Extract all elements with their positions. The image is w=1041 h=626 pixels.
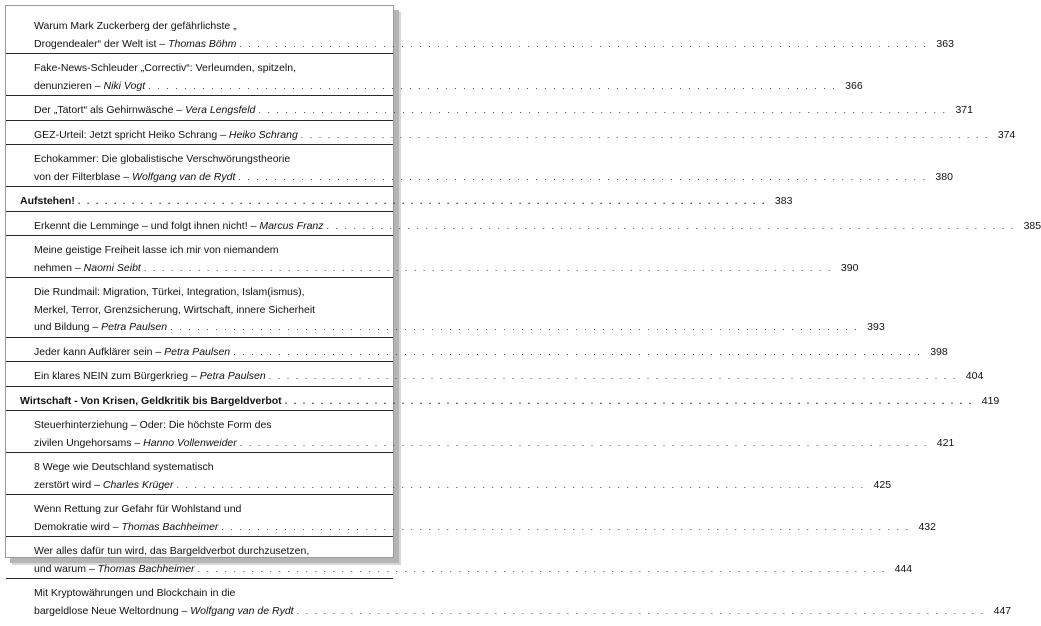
page-number: 393 xyxy=(867,321,885,333)
table-of-contents xyxy=(6,18,1041,626)
author-name: Vera Lengsfeld xyxy=(185,104,256,116)
author-separator: – xyxy=(178,604,191,617)
toc-section-heading xyxy=(6,393,1000,412)
toc-entry-title-line: Drogendealer“ der Welt ist xyxy=(34,37,157,50)
toc-entry-title-line: Mit Kryptowährungen und Blockchain in die xyxy=(34,587,236,599)
toc-entry xyxy=(6,459,892,495)
author-separator: – xyxy=(109,520,122,533)
toc-entry-title-line: zivilen Ungehorsams xyxy=(34,436,132,449)
toc-entry xyxy=(6,417,955,453)
dot-leader xyxy=(238,169,927,187)
author-name: Hanno Vollenweider xyxy=(143,436,237,449)
author-name: Wolfgang van de Rydt xyxy=(190,604,294,617)
section-title: Wirtschaft - Von Krisen, Geldkritik bis Bargeldverbot xyxy=(20,394,282,407)
toc-entry xyxy=(6,543,913,579)
toc-entry xyxy=(6,284,885,338)
dot-leader xyxy=(221,519,910,537)
dot-leader xyxy=(240,435,929,453)
page-number: 366 xyxy=(845,79,863,92)
toc-entry-title-line: Wer alles dafür tun wird, das Bargeldverbot durchzusetzen, xyxy=(34,545,310,557)
toc-entry-title-line: GEZ-Urteil: Jetzt spricht Heiko Schrang xyxy=(34,128,218,141)
page-number: 385 xyxy=(1023,219,1041,232)
page-number: 371 xyxy=(955,104,973,116)
toc-entry xyxy=(6,368,984,387)
toc-entry-title-line: Merkel, Terror, Grenzsicherung, Wirtschaft, innere Sicherheit xyxy=(34,303,316,316)
dot-leader xyxy=(327,218,1016,236)
dot-leader xyxy=(144,260,833,278)
page-number: 374 xyxy=(997,128,1016,141)
toc-entry-title-line: Echokammer: Die globalistische Verschwörungstheorie xyxy=(34,153,291,165)
toc-entry-title-line: denunzieren xyxy=(34,79,92,92)
page-number: 432 xyxy=(918,520,936,533)
toc-entry xyxy=(6,127,1016,146)
toc-entry-title-line: Meine geistige Freiheit lasse ich mir von niemandem xyxy=(34,244,279,256)
toc-entry-title-line: nehmen xyxy=(34,261,72,274)
toc-entry-title-line: Ein klares NEIN zum Bürgerkrieg xyxy=(34,370,189,382)
toc-section-heading xyxy=(6,193,793,212)
toc-entry xyxy=(6,218,1041,237)
author-separator: – xyxy=(91,79,104,92)
dot-leader xyxy=(297,603,986,621)
author-separator: – xyxy=(85,562,98,575)
page-number: 447 xyxy=(993,604,1012,617)
author-separator: – xyxy=(131,436,144,449)
toc-entry xyxy=(6,60,863,96)
toc-entry-title-line: Jeder kann Aufklärer sein xyxy=(34,345,153,358)
author-separator: – xyxy=(89,321,102,333)
author-separator: – xyxy=(173,104,186,116)
toc-entry-title-line: Warum Mark Zuckerberg der gefährlichste „ xyxy=(34,20,237,32)
author-name: Thomas Bachheimer xyxy=(97,562,195,575)
dot-leader xyxy=(78,193,767,211)
toc-entry-title-line: von der Filterblase xyxy=(34,170,121,183)
toc-entry-title-line: zerstört wird xyxy=(34,478,92,491)
toc-entry-title-line: und warum xyxy=(34,562,86,575)
dot-leader xyxy=(285,393,974,411)
page-number: 419 xyxy=(981,394,1000,407)
toc-entry-title-line: Der „Tatort“ als Gehirnwäsche xyxy=(34,104,174,116)
author-name: Heiko Schrang xyxy=(228,128,298,141)
author-name: Thomas Böhm xyxy=(168,37,237,50)
dot-leader xyxy=(170,319,859,337)
dot-leader xyxy=(148,78,837,96)
toc-entry-title-line: Wenn Rettung zur Gefahr für Wohlstand und xyxy=(34,503,242,515)
author-name: Charles Krüger xyxy=(102,478,174,491)
page-number: 444 xyxy=(894,562,913,575)
toc-entry-title-line: Demokratie wird xyxy=(34,520,110,533)
author-separator: – xyxy=(71,261,84,274)
toc-entry xyxy=(6,18,954,54)
toc-entry-title-line: bargeldlose Neue Weltordnung xyxy=(34,604,179,617)
page-number: 425 xyxy=(873,478,892,491)
author-name: Marcus Franz xyxy=(259,219,324,232)
toc-entry xyxy=(6,102,973,121)
toc-entry-title-line: Steuerhinterziehung – Oder: Die höchste Form des xyxy=(34,419,272,431)
page-number: 383 xyxy=(774,195,793,207)
author-separator: – xyxy=(152,345,165,358)
toc-entry xyxy=(6,242,859,278)
toc-entry xyxy=(6,585,1012,620)
author-separator: – xyxy=(91,478,103,491)
author-name: Wolfgang van de Rydt xyxy=(132,170,236,183)
author-name: Petra Paulsen xyxy=(101,321,168,333)
toc-entry-title-line: Fake-News-Schleuder „Correctiv“: Verleumden, spitzeln, xyxy=(34,62,297,74)
page-number: 404 xyxy=(965,370,984,382)
author-separator: – xyxy=(188,370,200,382)
dot-leader xyxy=(198,561,887,579)
author-name: Naomi Seibt xyxy=(83,261,141,274)
dot-leader xyxy=(269,368,958,386)
dot-leader xyxy=(258,102,947,120)
page-number: 380 xyxy=(935,170,953,183)
author-name: Niki Vogt xyxy=(103,79,146,92)
author-name: Petra Paulsen xyxy=(199,370,266,382)
dot-leader xyxy=(301,127,990,145)
dot-leader xyxy=(239,36,928,54)
page-number: 421 xyxy=(936,436,955,449)
author-separator: – xyxy=(247,219,260,232)
toc-entry xyxy=(6,344,948,363)
author-separator: – xyxy=(156,37,169,50)
book-page xyxy=(5,5,1041,617)
dot-leader xyxy=(177,477,866,495)
section-title: Aufstehen! xyxy=(20,195,75,207)
page-number: 363 xyxy=(936,37,954,50)
author-name: Thomas Bachheimer xyxy=(121,520,219,533)
toc-entry xyxy=(6,151,953,187)
author-separator: – xyxy=(120,170,133,183)
toc-entry-title-line: Erkennt die Lemminge – und folgt ihnen nicht! xyxy=(34,219,248,232)
page-number: 390 xyxy=(840,261,859,274)
dot-leader xyxy=(233,344,922,362)
toc-entry-title-line: Die Rundmail: Migration, Türkei, Integration, Islam(ismus), xyxy=(34,286,305,298)
toc-entry-title-line: 8 Wege wie Deutschland systematisch xyxy=(34,461,214,473)
author-separator: – xyxy=(217,128,229,141)
author-name: Petra Paulsen xyxy=(164,345,231,358)
page-number: 398 xyxy=(930,345,948,358)
toc-entry-title-line: und Bildung xyxy=(34,321,90,333)
toc-entry xyxy=(6,501,936,537)
